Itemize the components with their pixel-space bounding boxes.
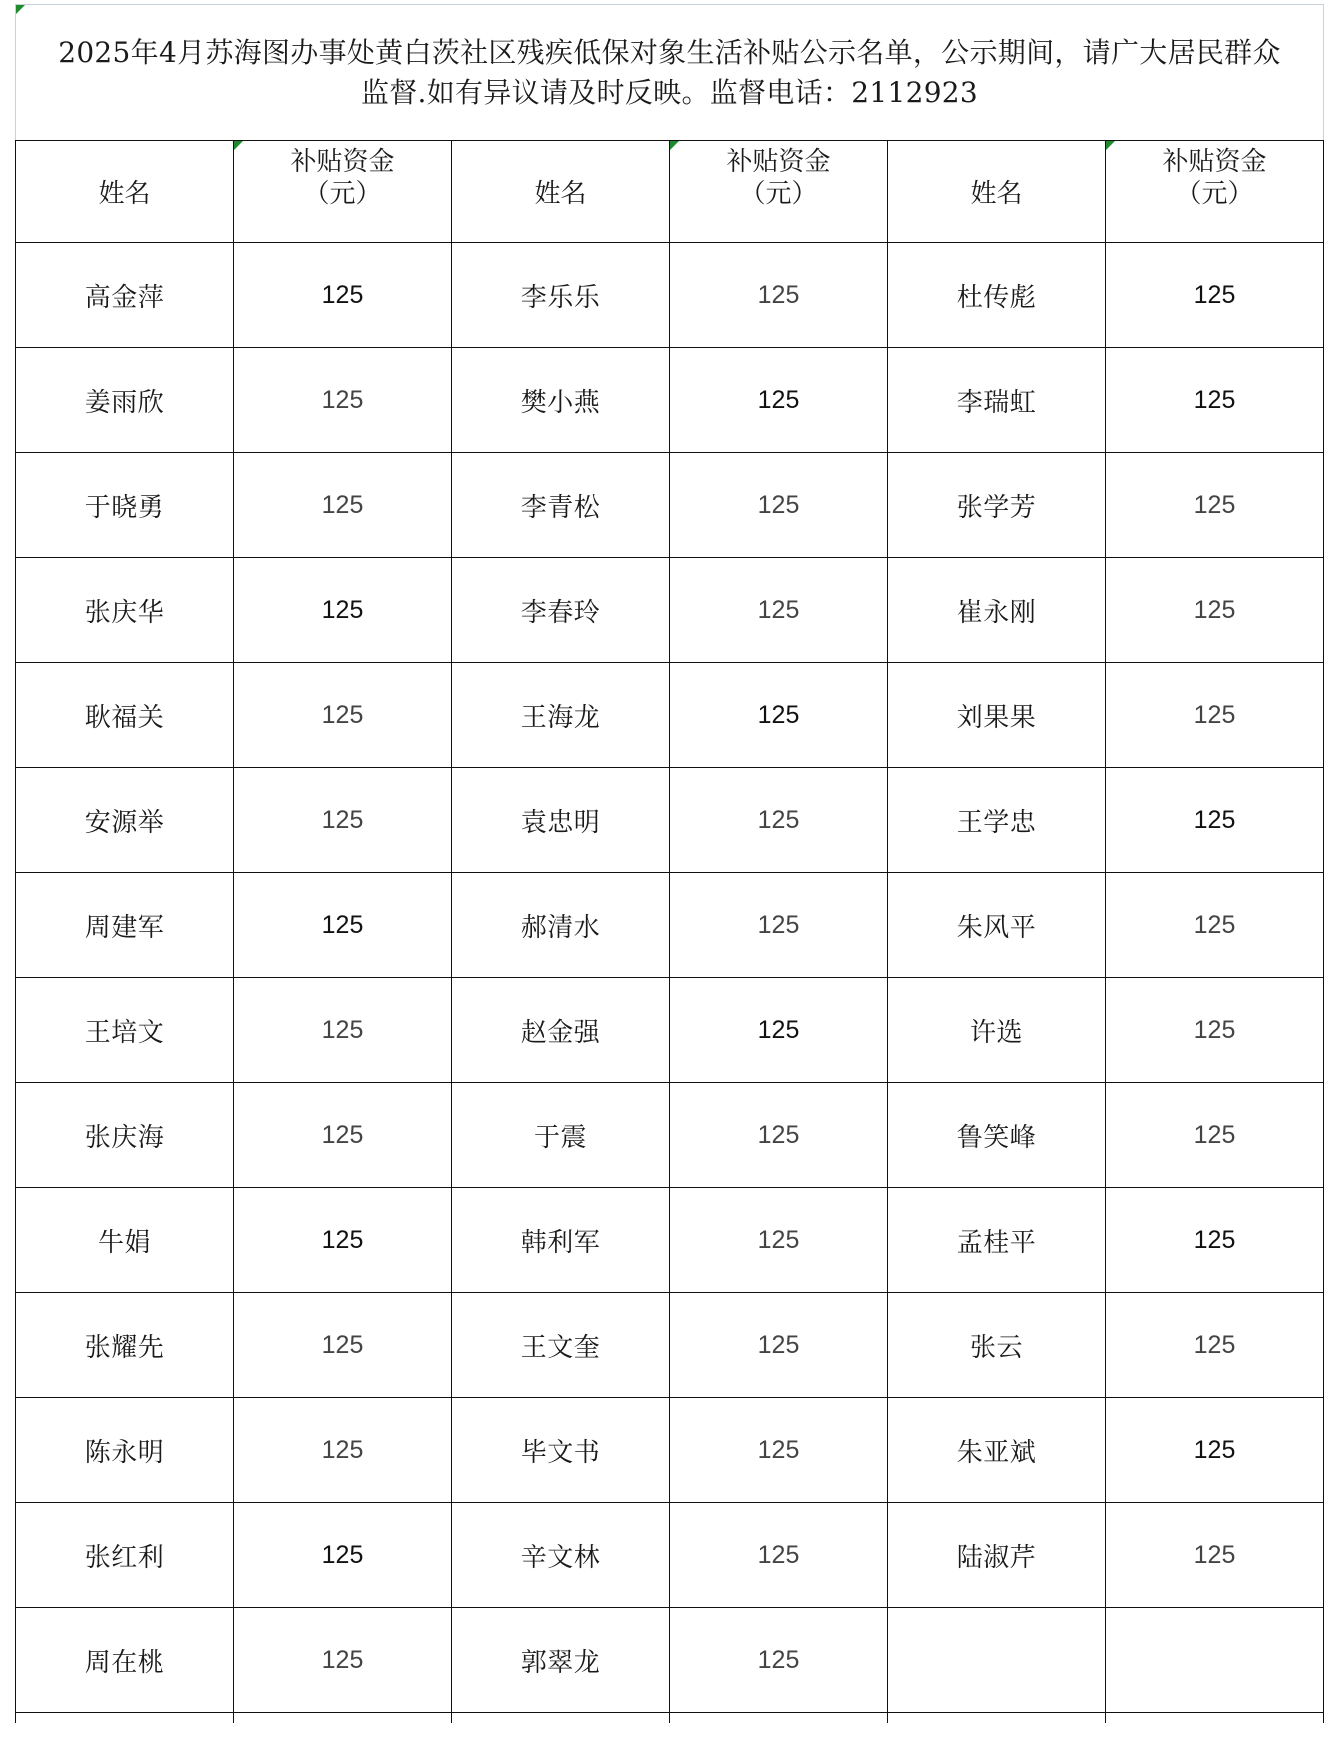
table-header-row [16, 141, 1324, 243]
header-amount-3 [1106, 141, 1324, 243]
recipient-name: 赵金强 [452, 978, 670, 1083]
subsidy-table [15, 140, 1324, 1713]
table-row [16, 1503, 1324, 1608]
recipient-name: 周在桃 [16, 1608, 234, 1713]
subsidy-amount: 125 [1106, 978, 1324, 1083]
header-name-2: 姓名 [452, 141, 670, 243]
recipient-name: 王培文 [16, 978, 234, 1083]
table-row [16, 768, 1324, 873]
subsidy-amount: 125 [234, 243, 452, 348]
subsidy-amount: 125 [1106, 243, 1324, 348]
header-name-3: 姓名 [888, 141, 1106, 243]
subsidy-amount: 125 [234, 453, 452, 558]
subsidy-amount: 125 [670, 663, 888, 768]
recipient-name: 耿福关 [16, 663, 234, 768]
subsidy-amount: 125 [234, 1398, 452, 1503]
recipient-name: 周建军 [16, 873, 234, 978]
subsidy-amount: 125 [1106, 873, 1324, 978]
subsidy-amount: 125 [670, 1608, 888, 1713]
recipient-name: 许选 [888, 978, 1106, 1083]
subsidy-amount: 125 [234, 978, 452, 1083]
recipient-name: 郝清水 [452, 873, 670, 978]
header-amount-unit: （元） [303, 178, 382, 209]
table-continuation-strip [15, 1713, 1324, 1723]
table-row [16, 1083, 1324, 1188]
recipient-name: 张耀先 [16, 1293, 234, 1398]
table-row [16, 558, 1324, 663]
recipient-name: 于震 [452, 1083, 670, 1188]
table-row [16, 1398, 1324, 1503]
notice-sheet [15, 4, 1324, 1723]
subsidy-amount: 125 [670, 1188, 888, 1293]
subsidy-amount: 125 [1106, 768, 1324, 873]
subsidy-amount: 125 [234, 1608, 452, 1713]
subsidy-amount: 125 [670, 1293, 888, 1398]
table-row [16, 663, 1324, 768]
header-amount-2 [670, 141, 888, 243]
recipient-name: 张云 [888, 1293, 1106, 1398]
recipient-name: 刘果果 [888, 663, 1106, 768]
subsidy-amount: 125 [234, 558, 452, 663]
table-row [16, 1608, 1324, 1713]
subsidy-amount: 125 [1106, 1293, 1324, 1398]
recipient-name: 牛娟 [16, 1188, 234, 1293]
table-row [16, 1188, 1324, 1293]
table-row [16, 243, 1324, 348]
notice-title-line-2: 监督.如有异议请及时反映。监督电话：2112923 [360, 75, 979, 109]
subsidy-amount: 125 [234, 1293, 452, 1398]
subsidy-amount: 125 [1106, 348, 1324, 453]
notice-title-box [15, 4, 1324, 140]
notice-title-line-1: 2025年4月苏海图办事处黄白茨社区残疾低保对象生活补贴公示名单，公示期间，请广大居民群众 [58, 35, 1281, 69]
recipient-name: 朱亚斌 [888, 1398, 1106, 1503]
subsidy-amount: 125 [670, 873, 888, 978]
subsidy-amount: 125 [234, 1083, 452, 1188]
subsidy-amount: 125 [670, 348, 888, 453]
subsidy-amount: 125 [234, 1188, 452, 1293]
recipient-name: 袁忠明 [452, 768, 670, 873]
recipient-name: 李乐乐 [452, 243, 670, 348]
recipient-name: 陆淑芹 [888, 1503, 1106, 1608]
recipient-name: 张庆华 [16, 558, 234, 663]
recipient-name: 张红利 [16, 1503, 234, 1608]
cell-marker-icon [16, 5, 25, 14]
recipient-name: 陈永明 [16, 1398, 234, 1503]
recipient-name: 王海龙 [452, 663, 670, 768]
subsidy-amount: 125 [1106, 558, 1324, 663]
subsidy-amount: 125 [670, 558, 888, 663]
subsidy-amount: 125 [670, 1398, 888, 1503]
subsidy-amount: 125 [670, 978, 888, 1083]
recipient-name: 鲁笑峰 [888, 1083, 1106, 1188]
header-amount-label: 补贴资金 [290, 146, 395, 177]
recipient-name: 张庆海 [16, 1083, 234, 1188]
recipient-name: 孟桂平 [888, 1188, 1106, 1293]
subsidy-amount: 125 [1106, 1398, 1324, 1503]
recipient-name: 崔永刚 [888, 558, 1106, 663]
recipient-name: 樊小燕 [452, 348, 670, 453]
subsidy-amount: 125 [670, 453, 888, 558]
recipient-name: 李瑞虹 [888, 348, 1106, 453]
recipient-name: 杜传彪 [888, 243, 1106, 348]
header-amount-1 [234, 141, 452, 243]
subsidy-amount: 125 [1106, 453, 1324, 558]
recipient-name [888, 1608, 1106, 1713]
recipient-name: 韩利军 [452, 1188, 670, 1293]
recipient-name: 王学忠 [888, 768, 1106, 873]
table-body [16, 243, 1324, 1713]
table-row [16, 1293, 1324, 1398]
subsidy-amount: 125 [1106, 663, 1324, 768]
subsidy-amount: 125 [234, 1503, 452, 1608]
subsidy-amount: 125 [1106, 1503, 1324, 1608]
recipient-name: 毕文书 [452, 1398, 670, 1503]
recipient-name: 张学芳 [888, 453, 1106, 558]
subsidy-amount: 125 [670, 768, 888, 873]
subsidy-amount: 125 [1106, 1188, 1324, 1293]
header-amount-unit: （元） [1175, 178, 1254, 209]
recipient-name: 于晓勇 [16, 453, 234, 558]
recipient-name: 辛文林 [452, 1503, 670, 1608]
table-row [16, 348, 1324, 453]
recipient-name: 李青松 [452, 453, 670, 558]
recipient-name: 王文奎 [452, 1293, 670, 1398]
subsidy-amount: 125 [670, 1503, 888, 1608]
subsidy-amount: 125 [670, 1083, 888, 1188]
recipient-name: 安源举 [16, 768, 234, 873]
subsidy-amount: 125 [234, 348, 452, 453]
subsidy-amount: 125 [234, 873, 452, 978]
subsidy-amount: 125 [670, 243, 888, 348]
subsidy-amount: 125 [234, 663, 452, 768]
recipient-name: 朱风平 [888, 873, 1106, 978]
table-row [16, 873, 1324, 978]
subsidy-amount: 125 [234, 768, 452, 873]
recipient-name: 郭翠龙 [452, 1608, 670, 1713]
subsidy-amount [1106, 1608, 1324, 1713]
table-row [16, 978, 1324, 1083]
header-name-1: 姓名 [16, 141, 234, 243]
header-amount-label: 补贴资金 [1162, 146, 1267, 177]
header-amount-unit: （元） [739, 178, 818, 209]
header-amount-label: 补贴资金 [726, 146, 831, 177]
recipient-name: 姜雨欣 [16, 348, 234, 453]
subsidy-amount: 125 [1106, 1083, 1324, 1188]
table-row [16, 453, 1324, 558]
recipient-name: 高金萍 [16, 243, 234, 348]
recipient-name: 李春玲 [452, 558, 670, 663]
notice-title [58, 33, 1281, 113]
